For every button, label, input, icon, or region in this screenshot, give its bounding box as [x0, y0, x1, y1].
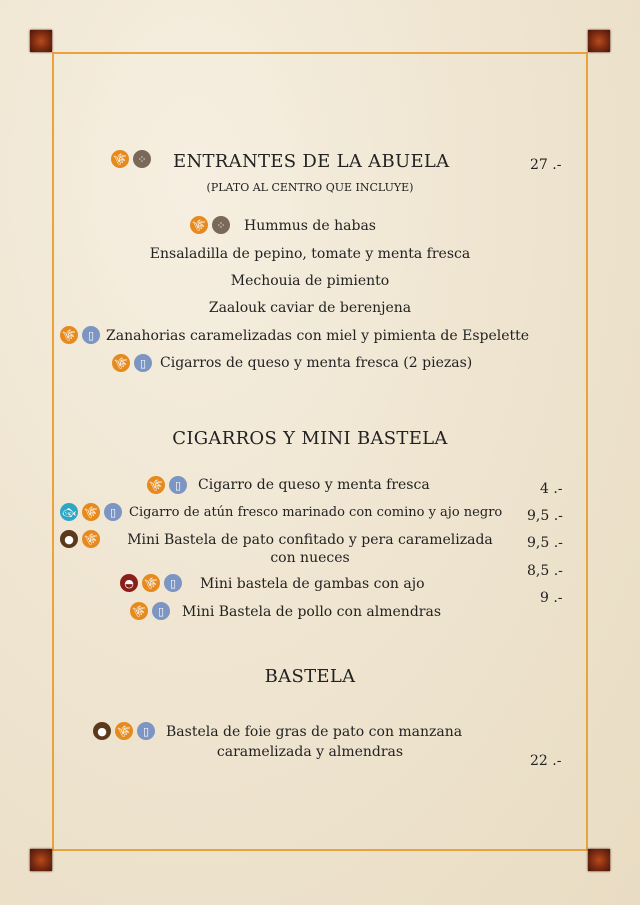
dairy-icon: ▯ [104, 503, 122, 521]
sesame-icon: ⁘ [212, 216, 230, 234]
price-mini-bastela-pollo: 9 .- [540, 590, 563, 606]
wheat-icon: 🌾︎ [111, 150, 129, 168]
wheat-icon: 🌾︎ [82, 503, 100, 521]
menu-item-cigarro-atun: Cigarro de atún fresco marinado con comino y ajo negro [129, 505, 503, 520]
item-icons [130, 602, 170, 620]
section-entrantes-icons [111, 150, 151, 168]
item-icons [190, 216, 230, 234]
item-icons [112, 354, 152, 372]
section-title-cigarros: CIGARROS Y MINI BASTELA [172, 428, 448, 449]
frame-bottom-line [52, 849, 588, 851]
frame-top-line [52, 52, 588, 54]
menu-item-cigarro-queso: Cigarro de queso y menta fresca [198, 477, 430, 493]
price-mini-bastela-pato: 9,5 .- [527, 535, 563, 551]
dairy-icon: ▯ [169, 476, 187, 494]
wheat-icon: 🌾︎ [112, 354, 130, 372]
wheat-icon: 🌾︎ [147, 476, 165, 494]
dairy-icon: ▯ [152, 602, 170, 620]
menu-item-zanahorias: Zanahorias caramelizadas con miel y pimienta de Espelette [106, 328, 530, 344]
menu-item-mini-bastela-gambas: Mini bastela de gambas con ajo [200, 576, 425, 592]
corner-ornament-bottom-right [588, 849, 610, 871]
frame-right-line [586, 52, 588, 851]
wheat-icon: 🌾︎ [142, 574, 160, 592]
menu-item-mechouia: Mechouia de pimiento [230, 273, 390, 289]
dairy-icon: ▯ [82, 326, 100, 344]
dairy-icon: ▯ [164, 574, 182, 592]
nuts-icon: ● [93, 722, 111, 740]
frame-left-line [52, 52, 54, 851]
item-icons [93, 722, 155, 740]
menu-item-cigarros-queso-2: Cigarros de queso y menta fresca (2 piezas) [160, 355, 473, 371]
section-title-entrantes: ENTRANTES DE LA ABUELA [173, 151, 450, 172]
menu-item-ensaladilla: Ensaladilla de pepino, tomate y menta fresca [149, 246, 471, 262]
menu-item-hummus: Hummus de habas [244, 218, 376, 234]
wheat-icon: 🌾︎ [82, 530, 100, 548]
dairy-icon: ▯ [137, 722, 155, 740]
menu-item-mini-bastela-pato: Mini Bastela de pato confitado y pera caramelizada [127, 532, 493, 548]
item-icons [120, 574, 182, 592]
nuts-icon: ● [60, 530, 78, 548]
menu-item-mini-bastela-pollo: Mini Bastela de pollo con almendras [182, 604, 442, 620]
price-cigarro-atun: 9,5 .- [527, 508, 563, 524]
item-icons [60, 326, 100, 344]
item-icons [60, 503, 122, 521]
sesame-icon: ⁘ [133, 150, 151, 168]
wheat-icon: 🌾︎ [60, 326, 78, 344]
menu-item-zaalouk: Zaalouk caviar de berenjena [208, 300, 412, 316]
corner-ornament-bottom-left [30, 849, 52, 871]
price-mini-bastela-gambas: 8,5 .- [527, 563, 563, 579]
corner-ornament-top-left [30, 30, 52, 52]
menu-item-mini-bastela-pato-line2: con nueces [270, 550, 350, 566]
item-icons [60, 530, 100, 548]
wheat-icon: 🌾︎ [190, 216, 208, 234]
menu-item-bastela-foie: Bastela de foie gras de pato con manzana [166, 724, 463, 740]
section-subtitle-entrantes: (PLATO AL CENTRO QUE INCLUYE) [206, 181, 414, 194]
corner-ornament-top-right [588, 30, 610, 52]
item-icons [147, 476, 187, 494]
dairy-icon: ▯ [134, 354, 152, 372]
fish-icon: 🐟︎ [60, 503, 78, 521]
price-entrantes: 27 .- [530, 157, 562, 173]
wheat-icon: 🌾︎ [115, 722, 133, 740]
wheat-icon: 🌾︎ [130, 602, 148, 620]
shellfish-icon: ◓ [120, 574, 138, 592]
price-cigarro-queso: 4 .- [540, 481, 563, 497]
menu-item-bastela-foie-line2: caramelizada y almendras [216, 744, 404, 760]
section-title-bastela: BASTELA [264, 666, 356, 687]
price-bastela-foie: 22 .- [530, 753, 562, 769]
